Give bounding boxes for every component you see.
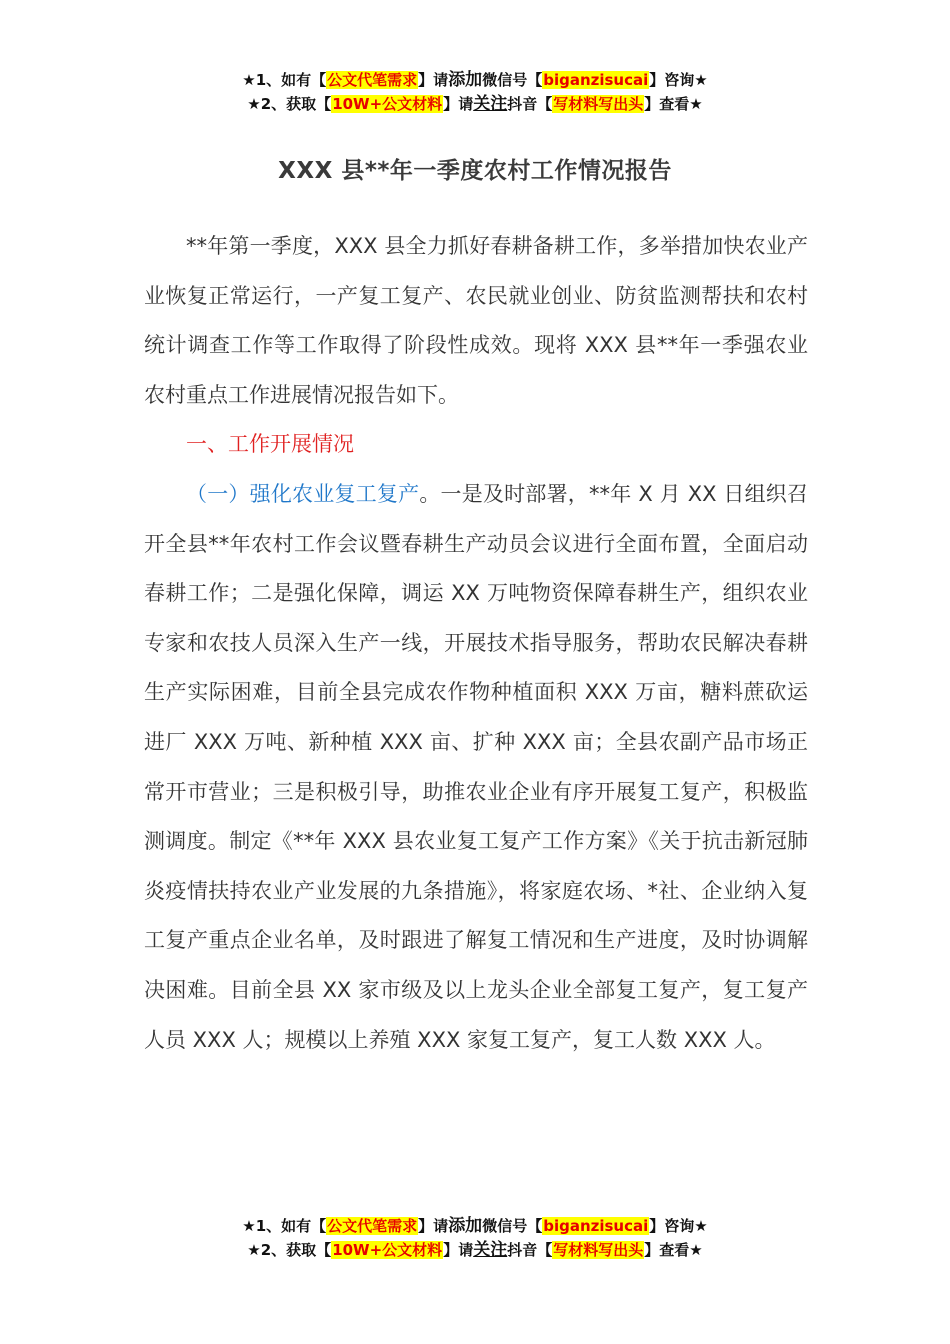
banner-highlight-service: 公文代笔需求 xyxy=(327,71,418,89)
document-title: XXX 县**年一季度农村工作情况报告 xyxy=(278,158,672,184)
banner-highlight-douyin-id: 写材料写出头 xyxy=(553,95,644,113)
banner-highlight-materials: 10W+公文材料 xyxy=(332,95,443,113)
section-1-heading: 一、工作开展情况 xyxy=(186,432,354,457)
subsection-1-body: 。一是及时部署，**年 X 月 XX 日组织召开全县**年农村工作会议暨春耕生产动员会议进行全面布置，全面启动春耕工作；二是强化保障，调运 XX 万吨物资保障春耕生产，组织农业专家和农技人员深入生产一线，开展技术指导服务，帮助农民解决春耕生产实际困难，目前全县完成农作物种植面积 XXX 万亩，糖料蔗砍运进厂 XXX 万吨、新种植 XXX 亩、扩种 XXX 亩；全县农副产品市场正常开市营业；三是积极引导，助推农业企业有序开展复工复产，积极监测调度。制定《**年 XXX 县农业复工复产工作方案》《关于抗击新冠肺炎疫情扶持农业产业发展的九条措施》，将家庭农场、*社、企业纳入复工复产重点企业名单，及时跟进了解复工情况和生产进度，及时协调解决困难。目前全县 XX 家市级及以上龙头企业全部复工复产，复工复产人员 XXX 人；规模以上养殖 XXX 家复工复产，复工人数 XXX 人。 xyxy=(144,481,808,1052)
subsection-1-paragraph xyxy=(144,470,808,1065)
footer-highlight-douyin-id: 写材料写出头 xyxy=(553,1241,644,1259)
footer-banner xyxy=(0,1214,950,1262)
footer-highlight-materials: 10W+公文材料 xyxy=(332,1241,443,1259)
intro-paragraph: **年第一季度，XXX 县全力抓好春耕备耕工作，多举措加快农业产业恢复正常运行，一产复工复产、农民就业创业、防贫监测帮扶和农村统计调查工作等工作取得了阶段性成效。现将 XXX 县**年一季强农业农村重点工作进展情况报告如下。 xyxy=(144,234,808,407)
banner-line-1: ★1、如有【公文代笔需求】请添加微信号【biganzisucai】咨询★ xyxy=(242,70,708,90)
footer-line-2: ★2、获取【10W+公文材料】请关注抖音【写材料写出头】查看★ xyxy=(247,1240,703,1260)
subsection-1-heading: （一）强化农业复工复产 xyxy=(186,481,420,506)
footer-highlight-service: 公文代笔需求 xyxy=(327,1217,418,1235)
banner-line-2: ★2、获取【10W+公文材料】请关注抖音【写材料写出头】查看★ xyxy=(247,94,703,114)
footer-highlight-wechat-id: biganzisucai xyxy=(543,1217,649,1235)
header-banner xyxy=(0,68,950,116)
banner-highlight-wechat-id: biganzisucai xyxy=(543,71,649,89)
footer-line-1: ★1、如有【公文代笔需求】请添加微信号【biganzisucai】咨询★ xyxy=(242,1216,708,1236)
document-body xyxy=(144,222,808,1065)
